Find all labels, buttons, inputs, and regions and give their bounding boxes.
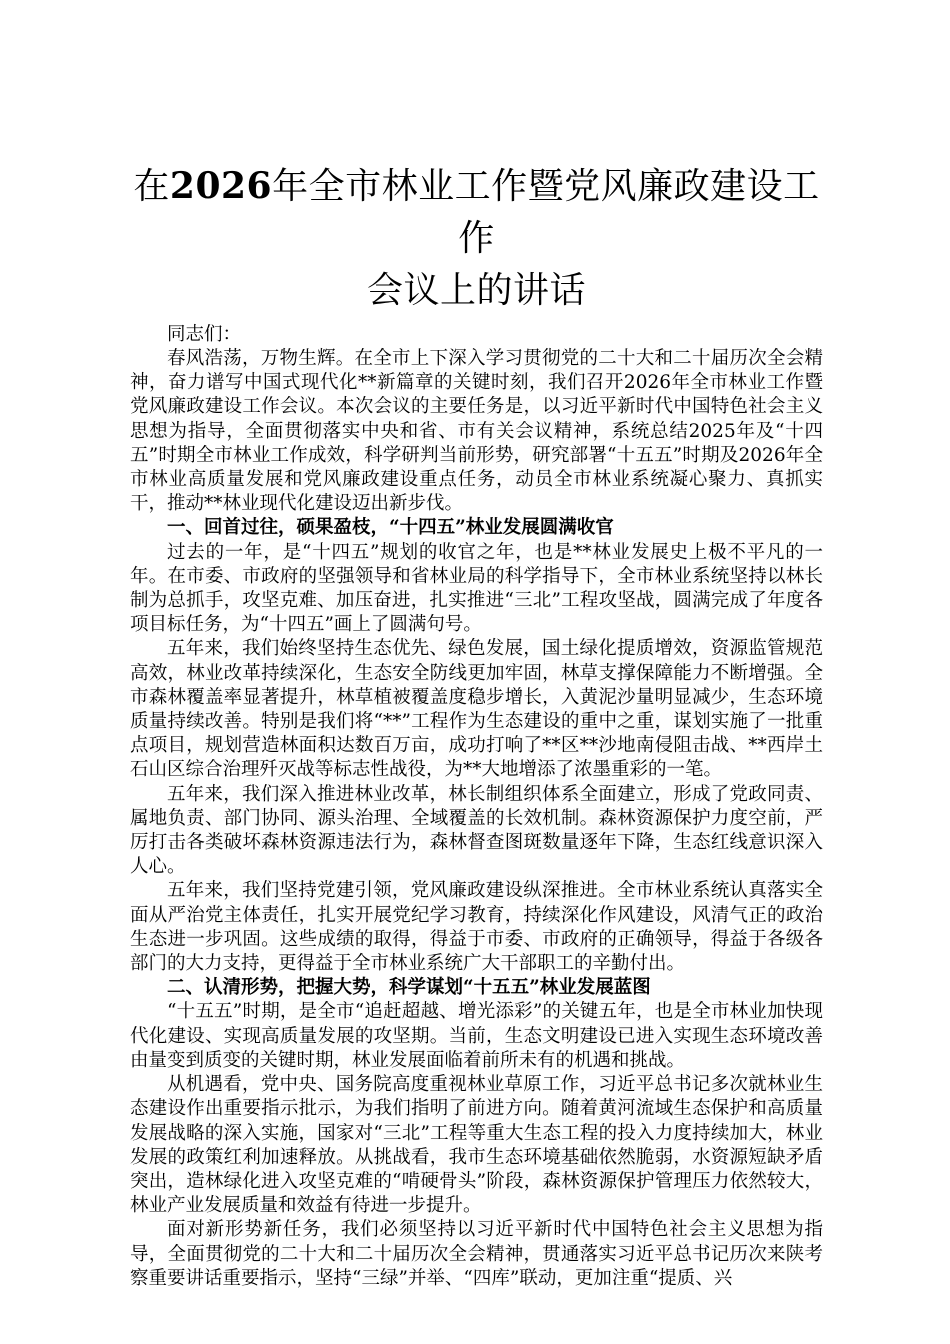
paragraph: 五年来，我们坚持党建引领，党风廉政建设纵深推进。全市林业系统认真落实全面从严治党主体责任，扎实开展党纪学习教育，持续深化作风建设，风清气正的政治生态进一步巩固。这些成绩的取得，得益于市委、市政府的正确领导，得益于各级各部门的大力支持，更得益于全市林业系统广大干部职工的辛勤付出。 (130, 880, 823, 975)
paragraph: 五年来，我们始终坚持生态优先、绿色发展，国土绿化提质增效，资源监管规范高效，林业改革持续深化，生态安全防线更加牢固，林草支撑保障能力不断增强。全市森林覆盖率显著提升，林草植被覆盖度稳步增长，入黄泥沙量明显减少，生态环境质量持续改善。特别是我们将“**”工程作为生态建设的重中之重，谋划实施了一批重点项目，规划营造林面积达数百万亩，成功打响了**区**沙地南侵阻击战、**西岸土石山区综合治理歼灭战等标志性战役，为**大地增添了浓墨重彩的一笔。 (130, 638, 823, 781)
title-line2: 会议上的讲话 (366, 270, 586, 311)
paragraph: 春风浩荡，万物生辉。在全市上下深入学习贯彻党的二十大和二十届历次全会精神，奋力谱写中国式现代化**新篇章的关键时刻，我们召开2026年全市林业工作暨党风廉政建设工作会议。本次会议的主要任务是，以习近平新时代中国特色社会主义思想为指导，全面贯彻落实中央和省、市有关会议精神，系统总结2025年及“十四五”时期全市林业工作成效，科学研判当前形势，研究部署“十五五”时期及2026年全市林业高质量发展和党风廉政建设重点任务，动员全市林业系统凝心聚力、真抓实干，推动**林业现代化建设迈出新步伐。 (130, 348, 823, 515)
paragraph: “十五五”时期，是全市“追赶超越、增光添彩”的关键五年，也是全市林业加快现代化建设、实现高质量发展的攻坚期。当前，生态文明建设已进入实现生态环境改善由量变到质变的关键时期，林业发展面临着前所未有的机遇和挑战。 (130, 1001, 823, 1071)
section-heading: 二、认清形势，把握大势，科学谋划“十五五”林业发展蓝图 (167, 977, 651, 999)
paragraph: 五年来，我们深入推进林业改革，林长制组织体系全面建立，形成了党政同责、属地负责、部门协同、源头治理、全域覆盖的长效机制。森林资源保护力度空前，严厉打击各类破坏森林资源违法行为，森林督查图斑数量逐年下降，生态红线意识深入人心。 (130, 783, 823, 878)
paragraph: 过去的一年，是“十四五”规划的收官之年，也是**林业发展史上极不平凡的一年。在市委、市政府的坚强领导和省林业局的科学指导下，全市林业系统坚持以林长制为总抓手，攻坚克难、加压奋进，扎实推进“三北”工程攻坚战，圆满完成了年度各项目标任务，为“十四五”画上了圆满句号。 (130, 541, 823, 636)
document-page (130, 160, 823, 1291)
paragraph: 面对新形势新任务，我们必须坚持以习近平新时代中国特色社会主义思想为指导，全面贯彻党的二十大和二十届历次全会精神，贯通落实习近平总书记历次来陕考察重要讲话重要指示，坚持“三绿”并举、“四库”联动，更加注重“提质、兴 (130, 1219, 823, 1289)
title-line1-rest: 年全市林业工作暨党风廉政建设工作 (272, 166, 820, 259)
document-title (130, 160, 823, 317)
section-heading: 一、回首过往，硕果盈枝，“十四五”林业发展圆满收官 (167, 517, 614, 539)
title-year: 2026 (169, 165, 273, 207)
paragraph: 从机遇看，党中央、国务院高度重视林业草原工作，习近平总书记多次就林业生态建设作出重要指示批示，为我们指明了前进方向。随着黄河流域生态保护和高质量发展战略的深入实施，国家对“三北”工程等重大生态工程的投入力度持续加大，林业发展的政策红利加速释放。从挑战看，我市生态环境基础依然脆弱，水资源短缺矛盾突出，造林绿化进入攻坚克难的“啃硬骨头”阶段，森林资源保护管理压力依然较大，林业产业发展质量和效益有待进一步提升。 (130, 1074, 823, 1217)
title-prefix: 在 (133, 166, 170, 207)
salutation: 同志们： (167, 324, 242, 345)
